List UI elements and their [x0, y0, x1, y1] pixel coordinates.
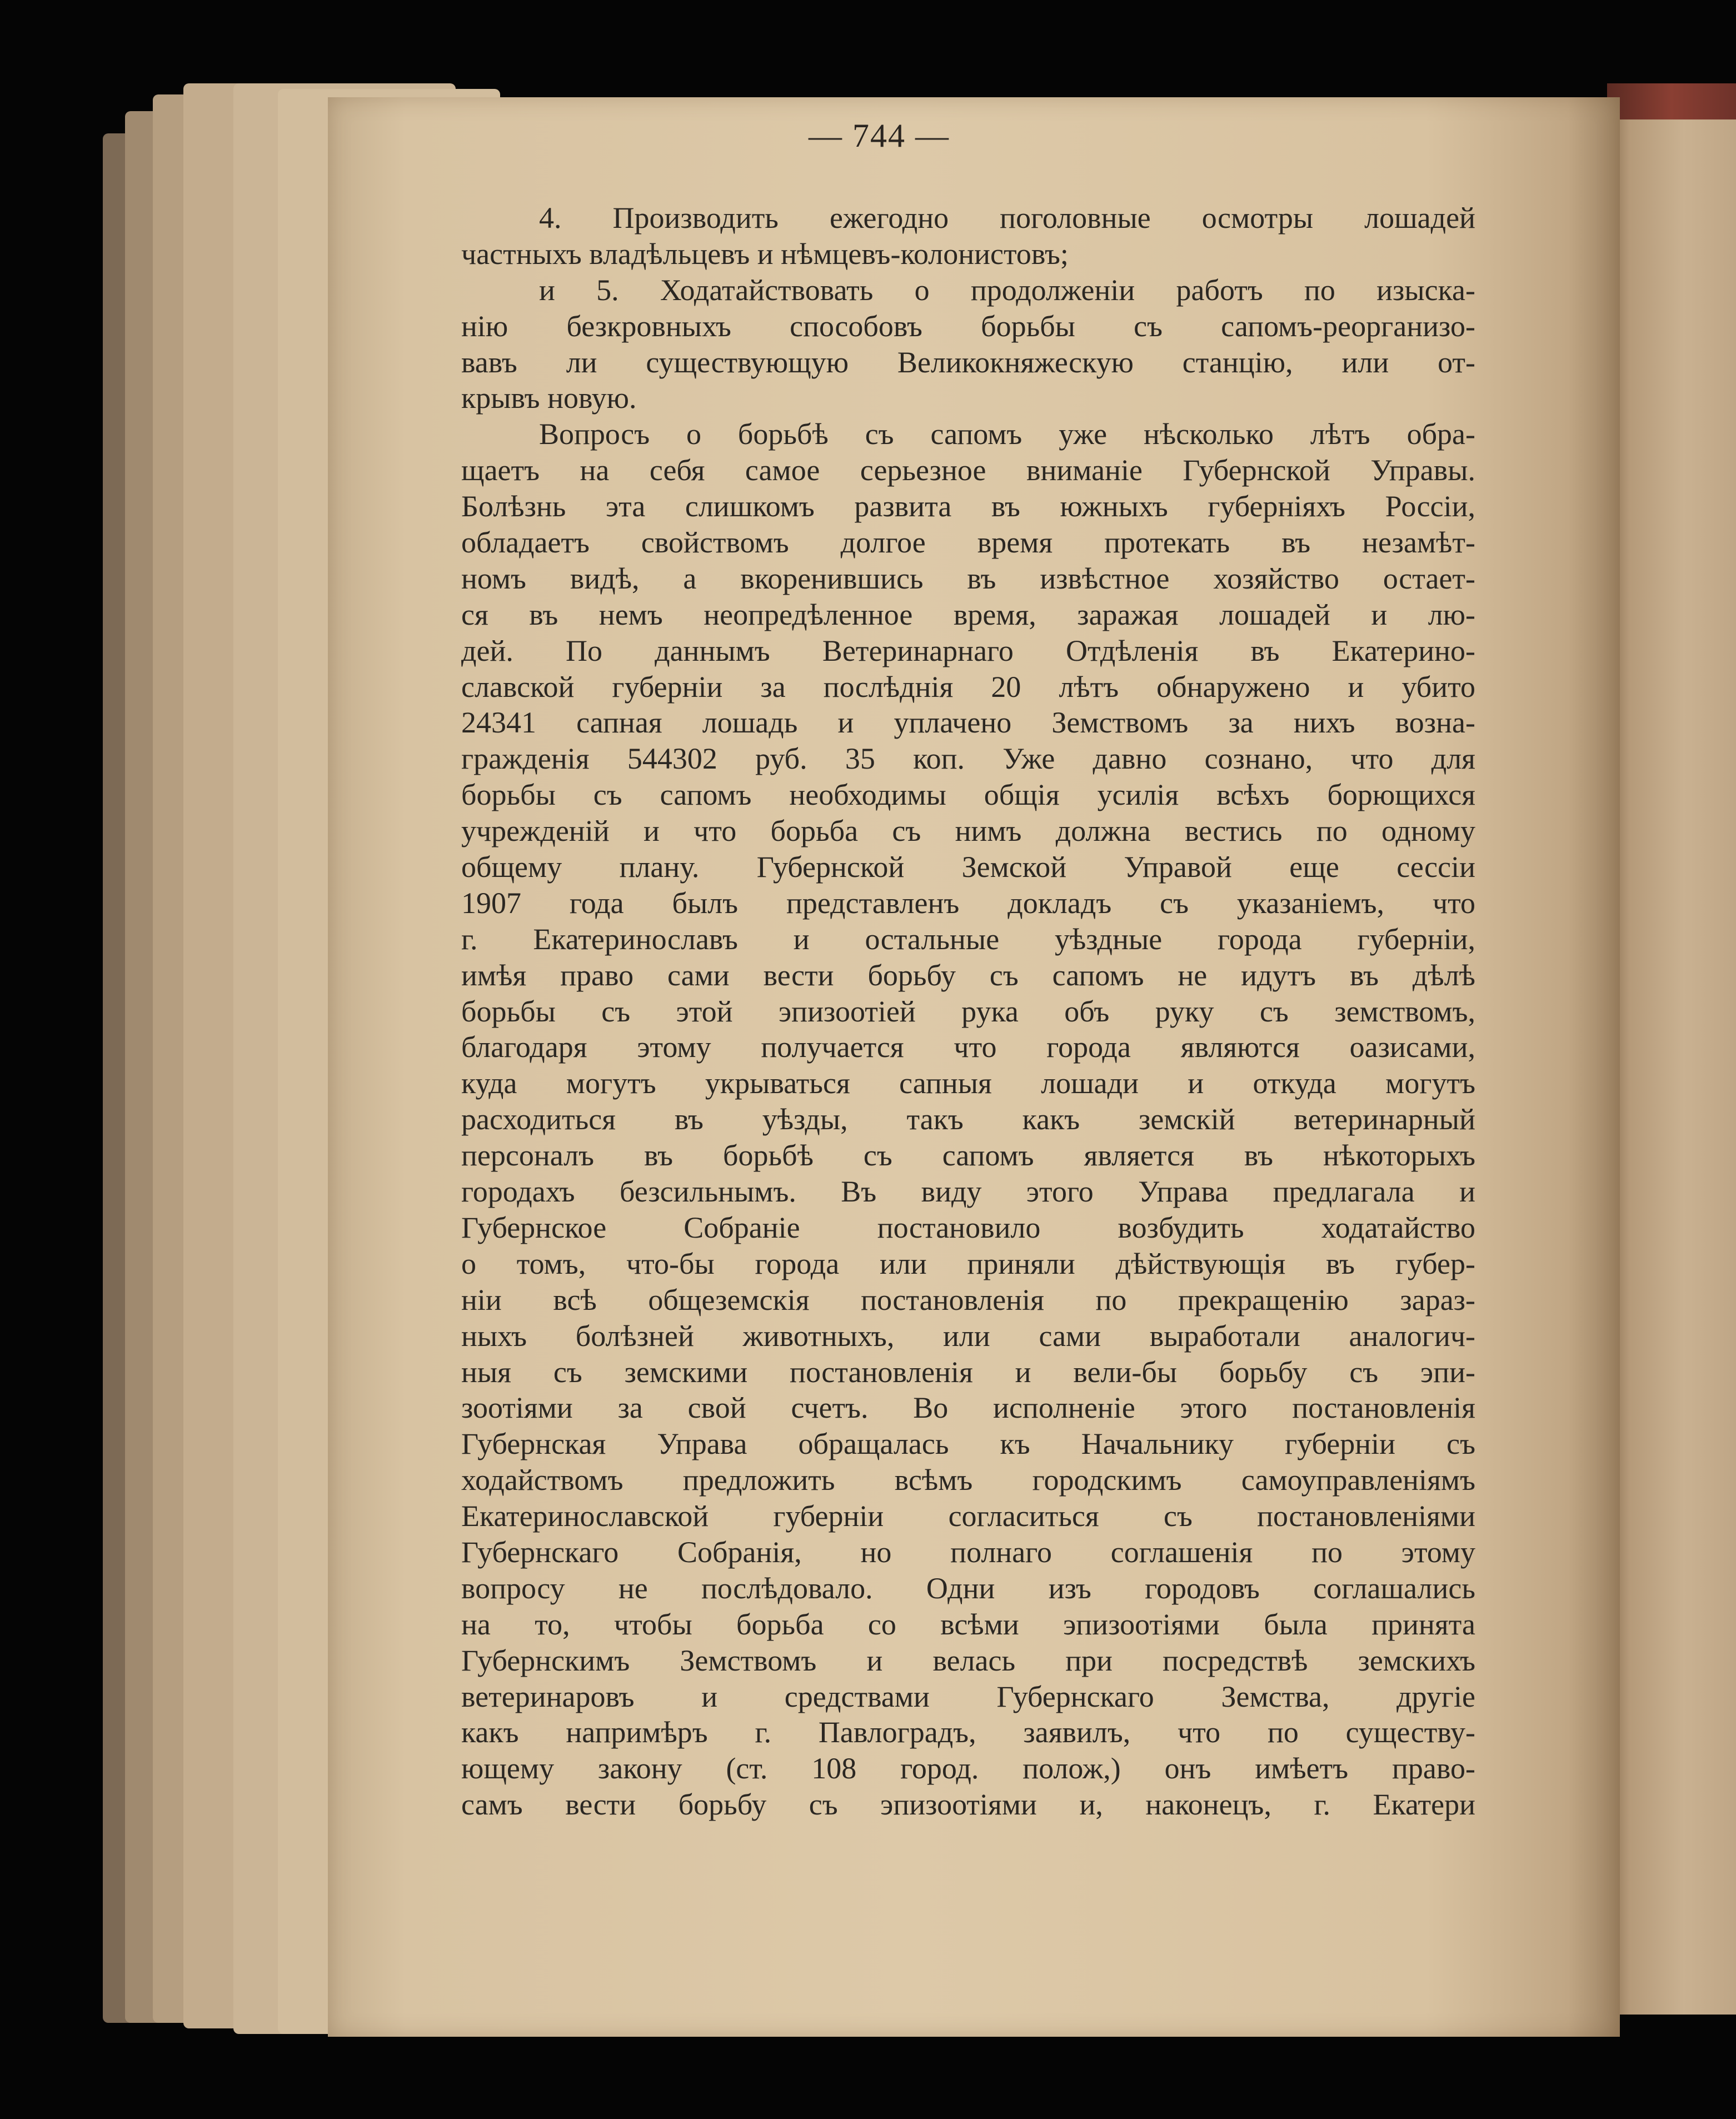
body-text: [461, 200, 1475, 1823]
facing-page: [1606, 119, 1736, 2015]
text-line: нію безкровныхъ способовъ борьбы съ сапомъ-реорганизо-: [461, 309, 1475, 343]
text-line: ходайствомъ предложить всѣмъ городскимъ самоуправленіямъ: [461, 1463, 1475, 1497]
text-line: ветеринаровъ и средствами Губернскаго Земства, другіе: [461, 1679, 1475, 1713]
text-line: расходиться въ уѣзды, такъ какъ земскій ветеринарный: [461, 1103, 1475, 1136]
text-line: Болѣзнь эта слишкомъ развита въ южныхъ губерніяхъ Россіи,: [461, 490, 1475, 523]
page-number: — 744 —: [809, 117, 950, 154]
text-line: 4. Производить ежегодно поголовные осмотры лошадей: [539, 201, 1475, 235]
text-line: имѣя право сами вести борьбу съ сапомъ не идутъ въ дѣлѣ: [461, 958, 1475, 992]
text-line: щаетъ на себя самое серьезное вниманіе Губернской Управы.: [461, 453, 1475, 487]
text-line: общему плану. Губернской Земской Управой еще сессіи: [461, 850, 1475, 884]
text-line: ніи всѣ общеземскія постановленія по прекращенію зараз-: [461, 1283, 1475, 1317]
text-line: славской губерніи за послѣднія 20 лѣтъ обнаружено и убито: [461, 670, 1475, 704]
text-line: Вопросъ о борьбѣ съ сапомъ уже нѣсколько лѣтъ обра-: [539, 417, 1475, 451]
text-line: ющему закону (ст. 108 город. полож,) онъ имѣетъ право-: [461, 1752, 1475, 1786]
text-line: куда могутъ укрываться сапныя лошади и откуда могутъ: [461, 1066, 1475, 1100]
text-line: борьбы съ этой эпизоотіей рука объ руку съ земствомъ,: [461, 994, 1475, 1028]
text-line: 1907 года былъ представленъ докладъ съ указаніемъ, что: [461, 886, 1475, 920]
text-line: благодаря этому получается что города являются оазисами,: [461, 1030, 1475, 1064]
text-line: учрежденій и что борьба съ нимъ должна вестись по одному: [461, 814, 1475, 848]
text-line: Губернскимъ Земствомъ и велась при посредствѣ земскихъ: [461, 1643, 1475, 1677]
text-line: Губернское Собраніе постановило возбудить ходатайство: [461, 1210, 1475, 1244]
text-line: крывъ новую.: [461, 381, 637, 415]
text-line: дей. По даннымъ Ветеринарнаго Отдѣленія въ Екатерино-: [461, 634, 1475, 667]
text-line: Губернскаго Собранія, но полнаго соглашенія по этому: [461, 1535, 1475, 1569]
text-line: борьбы съ сапомъ необходимы общія усилія всѣхъ борющихся: [461, 778, 1475, 812]
text-line: городахъ безсильнымъ. Въ виду этого Управа предлагала и: [461, 1175, 1475, 1209]
text-line: зоотіями за свой счетъ. Во исполненіе этого постановленія: [461, 1391, 1475, 1425]
text-line: о томъ, что-бы города или приняли дѣйствующія въ губер-: [461, 1247, 1475, 1280]
text-line: г. Екатеринославъ и остальные уѣздные города губерніи,: [461, 922, 1475, 956]
text-line: вопросу не послѣдовало. Одни изъ городовъ соглашались: [461, 1571, 1475, 1605]
text-line: персоналъ въ борьбѣ съ сапомъ является въ нѣкоторыхъ: [461, 1139, 1475, 1173]
text-line: частныхъ владѣльцевъ и нѣмцевъ-колонистовъ;: [461, 237, 1069, 271]
text-line: 24341 сапная лошадь и уплачено Земствомъ за нихъ возна-: [461, 706, 1475, 740]
text-line: ныя съ земскими постановленія и вели-бы борьбу съ эпи-: [461, 1355, 1475, 1389]
text-line: Губернская Управа обращалась къ Начальнику губерніи съ: [461, 1427, 1475, 1461]
text-line: ныхъ болѣзней животныхъ, или сами выработали аналогич-: [461, 1319, 1475, 1353]
text-line: и 5. Ходатайствовать о продолженіи работъ по изыска-: [539, 273, 1475, 307]
text-line: номъ видѣ, а вкоренившись въ извѣстное хозяйство остает-: [461, 561, 1475, 595]
text-line: ся въ немъ неопредѣленное время, заражая лошадей и лю-: [461, 597, 1475, 631]
text-line: обладаетъ свойствомъ долгое время протекать въ незамѣт-: [461, 526, 1475, 560]
text-line: какъ напримѣръ г. Павлоградъ, заявилъ, что по существу-: [461, 1716, 1475, 1749]
text-line: на то, чтобы борьба со всѣми эпизоотіями была принята: [461, 1607, 1475, 1641]
text-line: самъ вести борьбу съ эпизоотіями и, наконецъ, г. Екатери: [461, 1788, 1475, 1822]
text-line: гражденія 544302 руб. 35 коп. Уже давно сознано, что для: [461, 742, 1475, 776]
text-line: Екатеринославской губерніи согласиться съ постановленіями: [461, 1499, 1475, 1533]
text-line: вавъ ли существующую Великокняжескую станцію, или от-: [461, 345, 1475, 379]
